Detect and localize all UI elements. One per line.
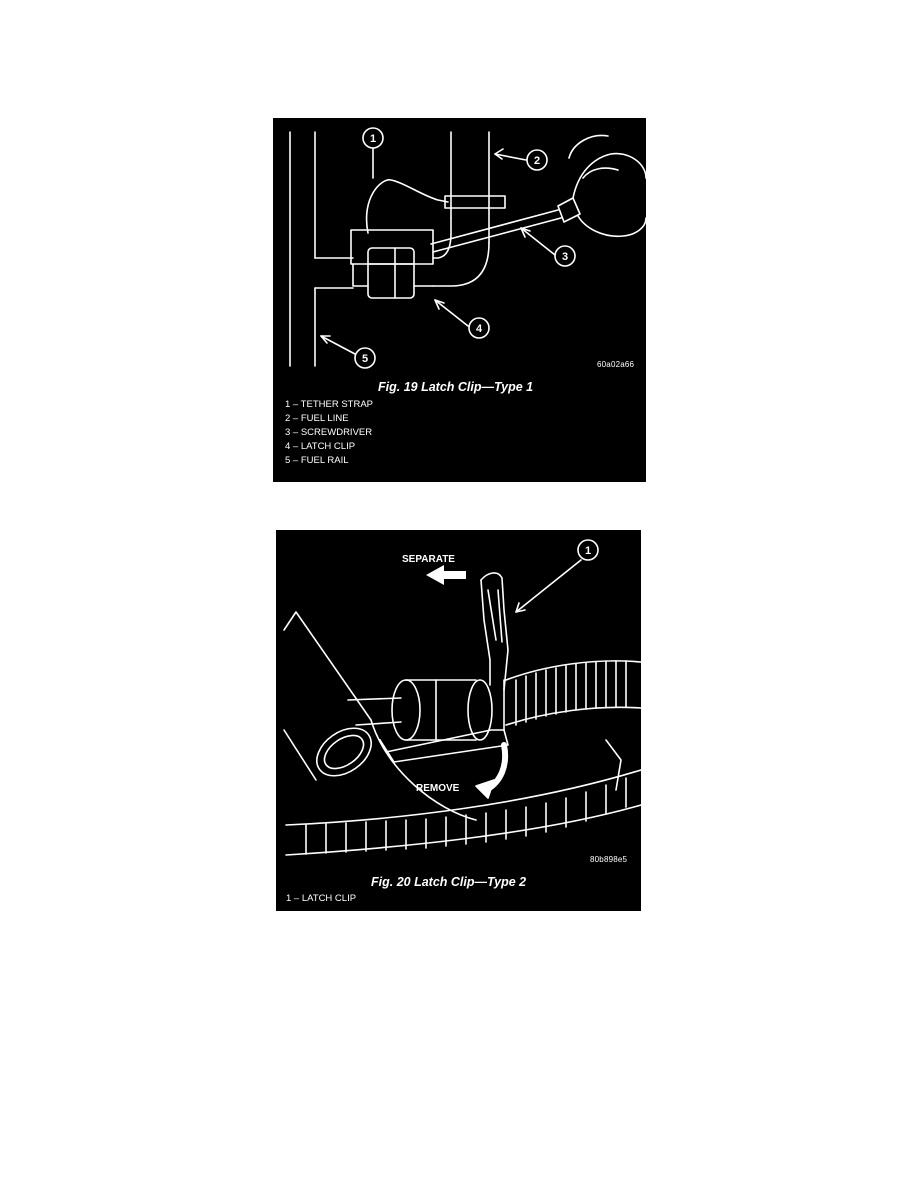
figure-legend: [286, 892, 356, 906]
figure-code: 60a02a66: [597, 360, 635, 369]
latch-clip: [380, 680, 504, 752]
figure-19: [273, 118, 646, 482]
callout-3-number: 3: [561, 251, 569, 263]
tether-strap: [367, 180, 448, 233]
callout-5-number: 5: [361, 353, 369, 365]
legend-item: 3 – SCREWDRIVER: [285, 427, 373, 438]
latch-clip-body: [351, 230, 433, 264]
legend-item: 2 – FUEL LINE: [285, 413, 349, 424]
fig20-illustration: [276, 530, 641, 911]
figure-20: [276, 530, 641, 911]
remove-label: REMOVE: [416, 783, 460, 794]
legend-item: 1 – TETHER STRAP: [285, 399, 373, 410]
separate-label: SEPARATE: [402, 554, 455, 565]
callout-4-number: 4: [475, 323, 483, 335]
fuel-line-pipe: [451, 132, 489, 243]
legend-item: 4 – LATCH CLIP: [285, 441, 356, 452]
figure-code: 80b898e5: [590, 855, 628, 864]
legend-item: 1 – LATCH CLIP: [286, 893, 357, 904]
callout-1-number: 1: [369, 133, 377, 145]
figure-legend: [285, 398, 373, 468]
figure-caption: Fig. 19 Latch Clip—Type 1: [378, 380, 534, 394]
figure-caption: Fig. 20 Latch Clip—Type 2: [371, 875, 527, 889]
legend-item: 5 – FUEL RAIL: [285, 455, 349, 466]
connector-body: [392, 680, 420, 740]
diagonal-tube: [284, 612, 371, 720]
callout-2-number: 2: [533, 155, 541, 167]
separate-arrow: [426, 565, 466, 585]
callout-1-number: 1: [584, 545, 592, 557]
